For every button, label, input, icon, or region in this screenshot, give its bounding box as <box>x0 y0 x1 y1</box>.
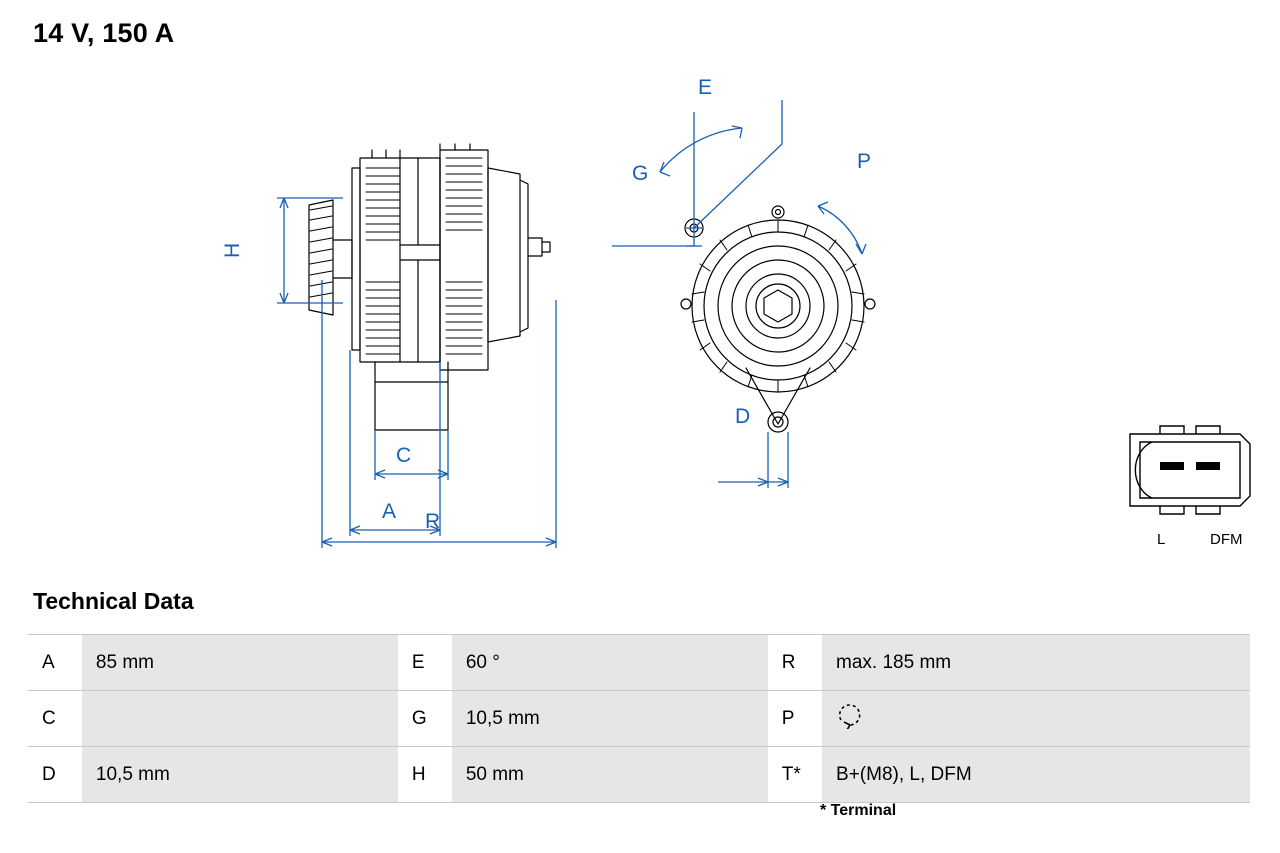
technical-data-heading: Technical Data <box>33 588 194 614</box>
dimension-label-a: A <box>382 500 397 523</box>
tech-value-t: B+(M8), L, DFM <box>822 747 1250 803</box>
table-row <box>28 635 1250 691</box>
tech-value-d: 10,5 mm <box>82 747 398 803</box>
tech-key-c: C <box>28 691 82 747</box>
table-row <box>28 747 1250 803</box>
dimension-label-r: R <box>425 510 441 533</box>
tech-key-g: G <box>398 691 452 747</box>
tech-value-a: 85 mm <box>82 635 398 691</box>
alternator-front-view <box>681 206 875 432</box>
tech-value-p <box>822 691 1250 747</box>
dimension-label-c: C <box>396 444 412 467</box>
tech-key-h: H <box>398 747 452 803</box>
tech-value-e: 60 ° <box>452 635 768 691</box>
dimension-label-e: E <box>698 76 713 99</box>
tech-value-g: 10,5 mm <box>452 691 768 747</box>
tech-value-c <box>82 691 398 747</box>
dimension-lines <box>277 100 866 548</box>
alternator-side-view <box>309 144 550 430</box>
connector-plug <box>1130 426 1250 514</box>
plug-terminal-dfm-label: DFM <box>1210 531 1243 548</box>
dimension-label-g: G <box>632 162 649 185</box>
tech-value-r: max. 185 mm <box>822 635 1250 691</box>
tech-key-p: P <box>768 691 822 747</box>
technical-drawing <box>0 50 1280 570</box>
technical-data-table <box>28 634 1250 803</box>
plug-terminal-l-label: L <box>1157 531 1166 548</box>
tech-key-t: T* <box>768 747 822 803</box>
dimension-label-p: P <box>857 150 872 173</box>
tech-value-h: 50 mm <box>452 747 768 803</box>
page-title: 14 V, 150 A <box>33 18 175 48</box>
tech-key-d: D <box>28 747 82 803</box>
rotation-direction-icon <box>836 713 866 734</box>
dimension-label-d: D <box>735 405 751 428</box>
dimension-label-h: H <box>221 242 244 258</box>
tech-key-e: E <box>398 635 452 691</box>
tech-key-a: A <box>28 635 82 691</box>
terminal-footnote: * Terminal <box>820 802 897 819</box>
table-row <box>28 691 1250 747</box>
tech-key-r: R <box>768 635 822 691</box>
